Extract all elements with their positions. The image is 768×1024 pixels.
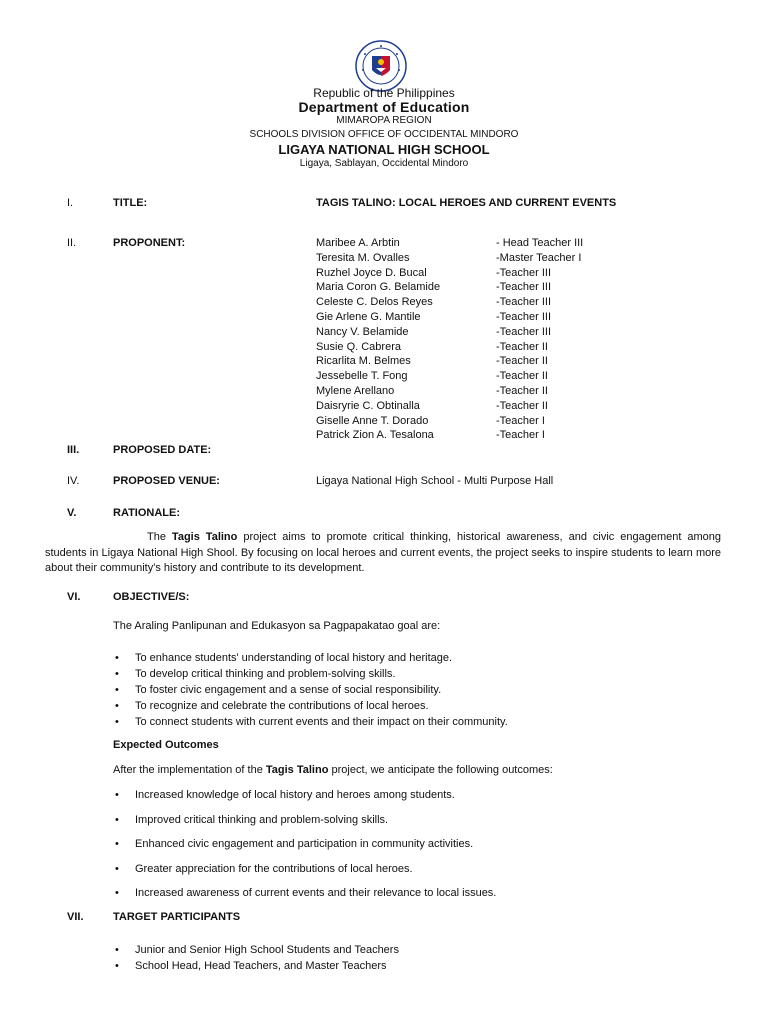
outcomes-list (113, 787, 496, 910)
bullet-icon: • (115, 668, 119, 680)
list-item (113, 666, 508, 682)
list-item (113, 836, 496, 861)
proponent-role: -Teacher II (496, 340, 548, 353)
proponent-name: Mylene Arellano (316, 384, 395, 397)
list-item (113, 682, 508, 698)
proponent-item (316, 399, 636, 414)
proponent-item (316, 384, 636, 399)
proponent-name: Gie Arlene G. Mantile (316, 310, 421, 323)
proponent-role: -Teacher III (496, 325, 552, 338)
outcomes-pre: After the implementation of the (113, 764, 266, 776)
outcome-text: Improved critical thinking and problem-solving skills. (135, 813, 389, 826)
bullet-icon: • (115, 887, 119, 900)
objective-text: To connect students with current events and their impact on their community. (135, 716, 508, 728)
bullet-icon: • (115, 862, 119, 875)
proponent-item (316, 340, 636, 355)
proponent-role: -Teacher II (496, 384, 548, 397)
bullet-icon: • (115, 684, 119, 696)
section-label-venue: PROPOSED VENUE: (113, 475, 220, 487)
rationale-text: project aims to promote critical thinking, historical awareness, and civic engagement among students in Ligaya National High Shool. By focusing on local heroes and current events, the project seeks to inspire students to learn more about their community's history and contribute to its development. (45, 531, 721, 574)
section-number-rationale: V. (67, 507, 77, 519)
proponent-item (316, 295, 636, 310)
list-item (113, 812, 496, 837)
outcome-text: Increased awareness of current events and their relevance to local issues. (135, 887, 497, 900)
proponent-role: -Master Teacher I (496, 251, 582, 264)
objective-text: To develop critical thinking and problem-solving skills. (135, 668, 396, 680)
proponent-name: Ruzhel Joyce D. Bucal (316, 266, 427, 279)
proponent-name: Susie Q. Cabrera (316, 340, 401, 353)
proponent-role: -Teacher II (496, 355, 548, 368)
participants-list (113, 942, 399, 974)
list-item (113, 942, 399, 958)
section-number-date: III. (67, 444, 80, 456)
objectives-list (113, 650, 508, 730)
objective-text: To recognize and celebrate the contributions of local heroes. (135, 700, 429, 712)
proponent-role: -Teacher III (496, 266, 552, 279)
proponent-item (316, 236, 636, 251)
outcome-text: Enhanced civic engagement and participation in community activities. (135, 838, 474, 851)
proponent-role: -Teacher I (496, 429, 545, 442)
participant-text: School Head, Head Teachers, and Master Teachers (135, 960, 387, 972)
outcome-text: Increased knowledge of local history and heroes among students. (135, 789, 455, 801)
bullet-icon: • (115, 716, 119, 728)
proponent-role: -Teacher II (496, 399, 548, 412)
proponent-item (316, 414, 636, 429)
outcomes-intro (113, 764, 553, 776)
school-location: Ligaya, Sablayan, Occidental Mindoro (299, 158, 469, 169)
section-number-proponent: II. (67, 237, 77, 249)
section-label-participants: TARGET PARTICIPANTS (113, 911, 241, 923)
bullet-icon: • (115, 652, 119, 664)
list-item (113, 650, 508, 666)
school-heading: LIGAYA NATIONAL HIGH SCHOOL (278, 142, 490, 157)
proponent-name: Nancy V. Belamide (316, 325, 409, 338)
section-label-title: TITLE: (113, 197, 148, 209)
proponent-name: Ricarlita M. Belmes (316, 355, 411, 368)
proponent-name: Daisryrie C. Obtinalla (316, 399, 420, 412)
bullet-icon: • (115, 789, 119, 801)
venue-value: Ligaya National High School - Multi Purpose Hall (316, 475, 554, 487)
department-heading: Department of Education (298, 99, 470, 115)
proponent-name: Celeste C. Delos Reyes (316, 296, 433, 309)
section-number-venue: IV. (67, 475, 80, 487)
proponent-item (316, 325, 636, 340)
list-item (113, 861, 496, 886)
list-item (113, 885, 496, 910)
proponent-item (316, 310, 636, 325)
objectives-intro: The Araling Panlipunan and Edukasyon sa Pagpapakatao goal are: (113, 620, 441, 632)
outcome-text: Greater appreciation for the contributions of local heroes. (135, 862, 413, 875)
proponent-item (316, 369, 636, 384)
objective-text: To enhance students' understanding of local history and heritage. (135, 652, 453, 664)
bullet-icon: • (115, 944, 119, 956)
section-label-proponent: PROPONENT: (113, 237, 186, 249)
section-number-participants: VII. (67, 911, 84, 923)
section-label-objectives: OBJECTIVE/S: (113, 591, 190, 603)
bullet-icon: • (115, 700, 119, 712)
proponent-name: Maribee A. Arbtin (316, 237, 400, 249)
outcomes-project-name: Tagis Talino (265, 764, 329, 776)
list-item (113, 698, 508, 714)
proponent-name: Teresita M. Ovalles (316, 251, 410, 264)
proponent-name: Maria Coron G. Belamide (316, 281, 441, 294)
republic-heading: Republic of the Philippines (313, 86, 455, 100)
proponent-item (316, 280, 636, 295)
proponent-role: -Teacher II (496, 370, 548, 383)
participant-text: Junior and Senior High School Students and Teachers (135, 944, 399, 956)
proponent-list (316, 236, 636, 443)
proponent-role: -Teacher III (496, 296, 552, 309)
proponent-name: Giselle Anne T. Dorado (316, 414, 429, 427)
division-heading: SCHOOLS DIVISION OFFICE OF OCCIDENTAL MINDORO (249, 129, 519, 140)
proponent-name: Patrick Zion A. Tesalona (316, 429, 434, 442)
proponent-role: -Teacher III (496, 281, 552, 294)
proponent-role: - Head Teacher III (496, 237, 584, 249)
proponent-name: Jessebelle T. Fong (316, 370, 408, 383)
expected-outcomes-heading: Expected Outcomes (113, 739, 219, 751)
proponent-role: -Teacher I (496, 414, 545, 427)
section-number-title: I. (67, 197, 74, 209)
rationale-pre: The (147, 531, 172, 543)
rationale-paragraph (45, 530, 721, 577)
bullet-icon: • (115, 960, 119, 972)
bullet-icon: • (115, 838, 119, 851)
bullet-icon: • (115, 813, 119, 826)
list-item (113, 958, 399, 974)
region-heading: MIMAROPA REGION (336, 115, 432, 126)
proponent-role: -Teacher III (496, 310, 552, 323)
objective-text: To foster civic engagement and a sense of social responsibility. (135, 684, 442, 696)
proponent-item (316, 251, 636, 266)
section-label-rationale: RATIONALE: (113, 507, 181, 519)
proponent-item (316, 354, 636, 369)
proponent-item (316, 428, 636, 443)
outcomes-post: project, we anticipate the following outcomes: (328, 764, 553, 776)
rationale-project-name: Tagis Talino (171, 531, 238, 543)
list-item (113, 714, 508, 730)
list-item (113, 787, 496, 812)
deped-seal-icon (355, 40, 407, 92)
project-title: TAGIS TALINO: LOCAL HEROES AND CURRENT EVENTS (316, 197, 617, 209)
section-label-date: PROPOSED DATE: (113, 444, 212, 456)
section-number-objectives: VI. (67, 591, 81, 603)
proponent-item (316, 266, 636, 281)
